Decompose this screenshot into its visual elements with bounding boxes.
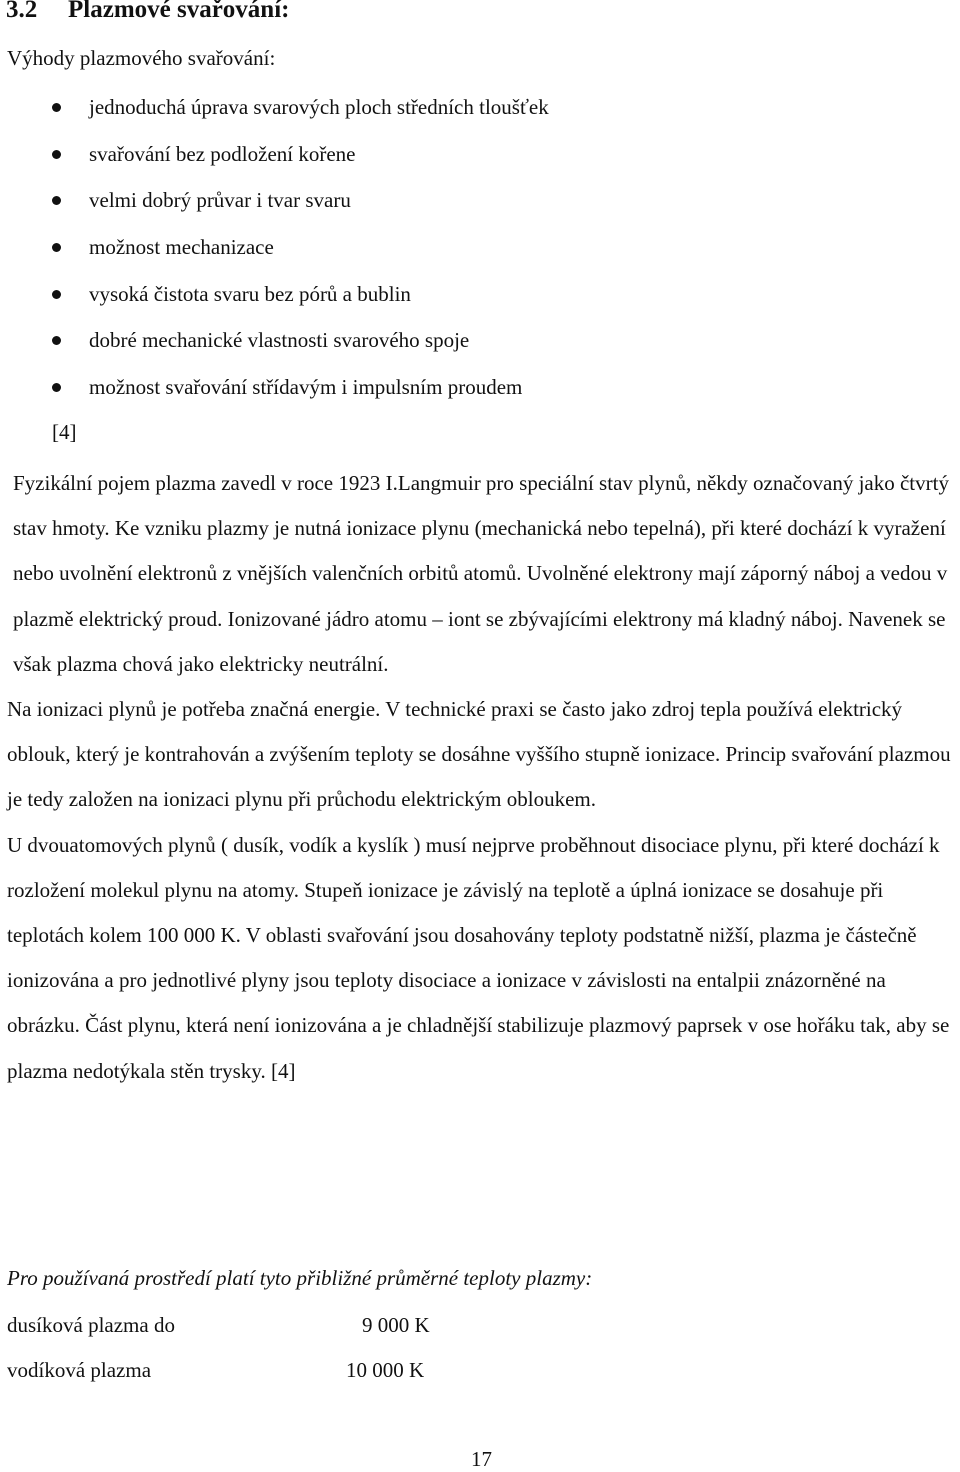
temperature-label: vodíková plazma [7, 1358, 152, 1382]
list-item [0, 325, 549, 372]
temperature-value: 10 000 K [346, 1358, 425, 1382]
list-item-text: možnost mechanizace [89, 235, 274, 260]
list-item-text: vysoká čistota svaru bez pórů a bublin [89, 281, 411, 306]
temperature-label: dusíková plazma do [7, 1313, 175, 1337]
list-item [0, 92, 549, 139]
advantages-list [0, 92, 549, 419]
list-item-text: svařování bez podložení kořene [89, 141, 356, 166]
advantages-intro: Výhody plazmového svařování: [7, 46, 276, 70]
list-item [0, 279, 549, 326]
bullet-icon [52, 196, 61, 205]
section-title: Plazmové svařování: [68, 0, 290, 23]
bullet-icon [52, 383, 61, 392]
temperatures-title: Pro používaná prostředí platí tyto přibližné průměrné teploty plazmy: [7, 1266, 593, 1290]
temperature-value: 9 000 K [362, 1313, 430, 1337]
list-item [0, 185, 549, 232]
list-item [0, 232, 549, 279]
page-number: 17 [471, 1447, 492, 1471]
paragraph-ionization-energy: Na ionizaci plynů je potřeba značná energie. V technické praxi se často jako zdroj tepla používá elektrický oblouk, který je kontrahován a zvýšením teploty se dosáhne vyššího stupně ionizace. Princip svařování plazmou je tedy založen na ionizaci plynu při průchodu elektrickým obloukem. [7, 697, 951, 812]
list-item [0, 372, 549, 419]
list-item-text: velmi dobrý průvar i tvar svaru [89, 188, 351, 213]
advantages-reference: [4] [52, 420, 77, 444]
bullet-icon [52, 336, 61, 345]
bullet-icon [52, 290, 61, 299]
bullet-icon [52, 150, 61, 159]
list-item [0, 139, 549, 186]
bullet-icon [52, 243, 61, 252]
bullet-icon [52, 103, 61, 112]
section-heading [6, 0, 289, 24]
list-item-text: možnost svařování střídavým i impulsním proudem [89, 375, 523, 400]
list-item-text: dobré mechanické vlastnosti svarového spoje [89, 328, 470, 353]
paragraph-plasma-definition: Fyzikální pojem plazma zavedl v roce 1923 I.Langmuir pro speciální stav plynů, někdy označovaný jako čtvrtý stav hmoty. Ke vzniku plazmy je nutná ionizace plynu (mechanická nebo tepelná), při které dochází k vyražení nebo uvolnění elektronů z vnějších valenčních orbitů atomů. Uvolněné elektrony mají záporný náboj a vedou v plazmě elektrický proud. Ionizované jádro atomu – iont se zbývajícími elektrony má kladný náboj. Navenek se však plazma chová jako elektricky neutrální. [13, 471, 949, 676]
section-number: 3.2 [6, 0, 38, 23]
paragraph-diatomic-gases: U dvouatomových plynů ( dusík, vodík a kyslík ) musí nejprve proběhnout disociace plynu, při které dochází k rozložení molekul plynu na atomy. Stupeň ionizace je závislý na teplotě a úplná ionizace se dosahuje při teplotách kolem 100 000 K. V oblasti svařování jsou dosahovány teploty podstatně nižší, plazma je částečně ionizována a pro jednotlivé plyny jsou teploty disociace a ionizace v závislosti na entalpii znázorněné na obrázku. Část plynu, která není ionizována a je chladnější stabilizuje plazmový paprsek v ose hořáku tak, aby se plazma nedotýkala stěn trysky. [4] [7, 832, 950, 1083]
list-item-text: jednoduchá úprava svarových ploch středních tloušťek [89, 95, 549, 119]
body-text [7, 461, 959, 1094]
